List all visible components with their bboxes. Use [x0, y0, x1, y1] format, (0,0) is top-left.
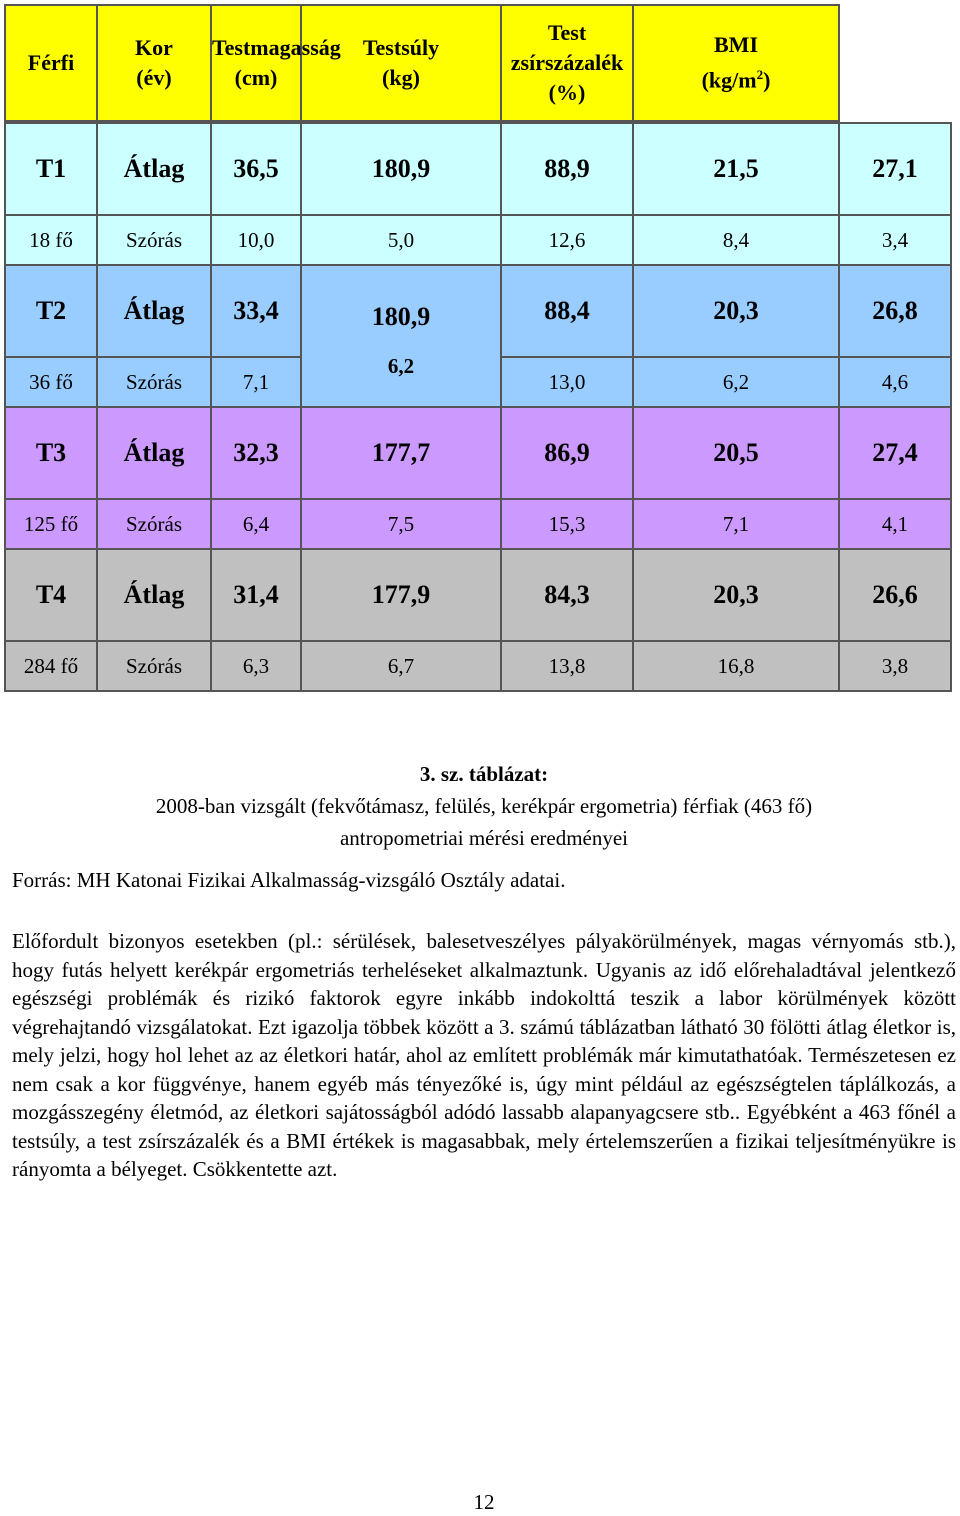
cell: 6,7 — [301, 641, 501, 691]
table-row-t1-mean — [5, 123, 951, 215]
header-ferfi: Férfi — [5, 5, 97, 121]
group-count: 18 fő — [5, 215, 97, 265]
group-count: 125 fő — [5, 499, 97, 549]
caption-line2: antropometriai mérési eredményei — [339, 826, 629, 850]
cell: 6,2 — [633, 357, 839, 407]
cell: 86,9 — [501, 407, 633, 499]
source-note: Forrás: MH Katonai Fizikai Alkalmasság-vizsgáló Osztály adatai. — [12, 868, 566, 892]
cell: 177,9 — [301, 549, 501, 641]
cell: 180,9 — [301, 123, 501, 215]
cell: 7,1 — [633, 499, 839, 549]
cell: 13,0 — [501, 357, 633, 407]
cell: 177,7 — [301, 407, 501, 499]
cell: 16,8 — [633, 641, 839, 691]
header-bmi: BMI $(kg/m^2)$ — [633, 5, 839, 121]
cell: 31,4 — [211, 549, 301, 641]
cell: 32,3 — [211, 407, 301, 499]
cell: 3,8 — [839, 641, 951, 691]
cell: 3,4 — [839, 215, 951, 265]
group-count: 36 fő — [5, 357, 97, 407]
group-name: T4 — [5, 549, 97, 641]
results-table — [4, 4, 951, 122]
cell: 26,8 — [839, 265, 951, 357]
cell: 21,5 — [633, 123, 839, 215]
group-name: T1 — [5, 123, 97, 215]
header-kor: Kor (év) — [97, 5, 211, 121]
group-name: T3 — [5, 407, 97, 499]
table-row-t2-mean — [5, 265, 951, 357]
mean-label: Átlag — [97, 549, 211, 641]
table-row-t3-sd — [5, 499, 951, 549]
page-number: 12 — [473, 1490, 495, 1514]
merged-height-cell — [301, 265, 501, 407]
table-row-t4-sd — [5, 641, 951, 691]
table-header-row — [5, 5, 951, 121]
cell: 7,5 — [301, 499, 501, 549]
cell: 5,0 — [301, 215, 501, 265]
caption-line1: 2008-ban vizsgált (fekvőtámasz, felülés, kerékpár ergometria) férfiak (463 fő) — [155, 794, 813, 818]
cell: 180,9 — [371, 301, 431, 331]
table-row-t4-mean — [5, 549, 951, 641]
mean-label: Átlag — [97, 407, 211, 499]
cell: 27,1 — [839, 123, 951, 215]
mean-label: Átlag — [97, 123, 211, 215]
header-testmagassag-cell: Testmagasság (cm) — [211, 5, 301, 121]
table-caption — [0, 758, 960, 854]
cell: 33,4 — [211, 265, 301, 357]
cell: 88,4 — [501, 265, 633, 357]
cell: 84,3 — [501, 549, 633, 641]
cell: 8,4 — [633, 215, 839, 265]
cell: 36,5 — [211, 123, 301, 215]
cell: 6,2 — [387, 353, 415, 378]
cell: 15,3 — [501, 499, 633, 549]
header-testsuly: Testsúly (kg) — [301, 5, 501, 121]
table-row-t1-sd — [5, 215, 951, 265]
group-count: 284 fő — [5, 641, 97, 691]
cell: 20,3 — [633, 549, 839, 641]
cell: 6,3 — [211, 641, 301, 691]
sd-label: Szórás — [97, 215, 211, 265]
cell: 7,1 — [211, 357, 301, 407]
cell: 20,3 — [633, 265, 839, 357]
table-row-t3-mean — [5, 407, 951, 499]
mean-label: Átlag — [97, 265, 211, 357]
cell: 10,0 — [211, 215, 301, 265]
results-body — [4, 122, 952, 692]
body-paragraph: Előfordult bizonyos esetekben (pl.: sérülések, balesetveszélyes pályakörülmények, magas vérnyomás stb.), hogy futás helyett kerékpár ergometriás terheléseket alkalmaztunk. Ugyanis az idő előrehaladtával jelentkező egészségi problémák és rizikó faktorok egyre inkább indokolttá teszik a labor körülmények között végrehajtandó vizsgálatokat. Ezt igazolja többek között a 3. számú táblázatban látható 30 fölötti átlag életkor is, mely jelzi, hogy hol lehet az az életkori határ, ahol az említett problémák már kimutathatóak. Természetesen ez nem csak a kor függvénye, hanem egyéb más tényezőké is, úgy mint például az egészségtelen táplálkozás, a mozgásszegény életmód, az életkori sajátosságból adódó lassabb alapanyagcsere stb.. Egyébként a 463 főnél a testsúly, a test zsírszázalék és a BMI értékek is magasabbak, mely értelemszerűen a fizikai teljesítményükre is rányomta a bélyeget. Csökkentette azt. — [12, 929, 956, 1181]
cell: 26,6 — [839, 549, 951, 641]
sd-label: Szórás — [97, 357, 211, 407]
cell: 12,6 — [501, 215, 633, 265]
cell: 20,5 — [633, 407, 839, 499]
sd-label: Szórás — [97, 499, 211, 549]
header-zsirszazalek: Test zsírszázalék (%) — [501, 5, 633, 121]
cell: 4,1 — [839, 499, 951, 549]
cell: 13,8 — [501, 641, 633, 691]
group-name: T2 — [5, 265, 97, 357]
cell: 6,4 — [211, 499, 301, 549]
cell: 4,6 — [839, 357, 951, 407]
sd-label: Szórás — [97, 641, 211, 691]
caption-title: 3. sz. táblázat: — [419, 762, 549, 786]
cell: 27,4 — [839, 407, 951, 499]
cell: 88,9 — [501, 123, 633, 215]
